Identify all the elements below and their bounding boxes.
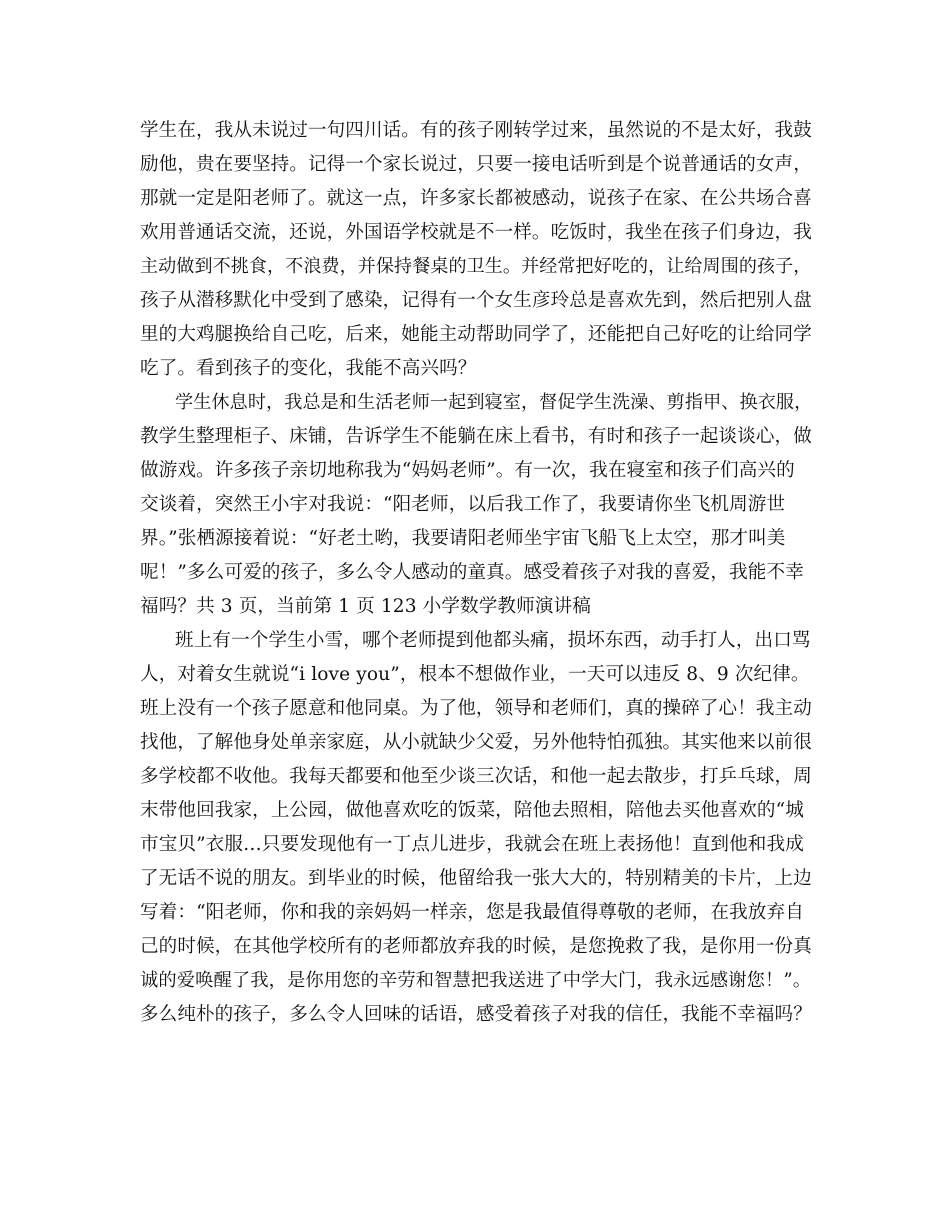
text-line: 孩子从潜移默化中受到了感染，记得有一个女生彦玲总是喜欢先到，然后把别人盘 xyxy=(140,290,812,311)
text-line: 交谈着，突然王小宇对我说：“阳老师，以后我工作了，我要请你坐飞机周游世 xyxy=(140,494,786,515)
text-line: 教学生整理柜子、床铺，告诉学生不能躺在床上看书，有时和孩子一起谈谈心，做 xyxy=(140,426,812,447)
text-line: 做游戏。许多孩子亲切地称我为“妈妈老师”。有一次，我在寝室和孩子们高兴的 xyxy=(140,460,795,481)
text-line: 欢用普通话交流，还说，外国语学校就是不一样。吃饭时，我坐在孩子们身边，我 xyxy=(140,222,812,243)
text-line: 学生在，我从未说过一句四川话。有的孩子刚转学过来，虽然说的不是太好，我鼓 xyxy=(140,120,812,141)
paragraph-first-line: 班上有一个学生小雪，哪个老师提到他都头痛，损坏东西，动手打人，出口骂 xyxy=(175,630,811,651)
text-line: 市宝贝”衣服…只要发现他有一丁点儿进步，我就会在班上表扬他！直到他和我成 xyxy=(140,834,804,855)
text-line: 找他，了解他身处单亲家庭，从小就缺少父爱，另外他特怕孤独。其实他来以前很 xyxy=(140,732,812,753)
text-line: 写着：“阳老师，你和我的亲妈妈一样亲，您是我最值得尊敬的老师，在我放弃自 xyxy=(140,902,804,923)
text-line: 了无话不说的朋友。到毕业的时候，他留给我一张大大的，特别精美的卡片，上边 xyxy=(140,868,812,889)
text-line: 人，对着女生就说“i love you”，根本不想做作业，一天可以违反 8、9 次纪律。 xyxy=(140,664,810,685)
text-line: 末带他回我家，上公园，做他喜欢吃的饭菜，陪他去照相，陪他去买他喜欢的“城 xyxy=(140,800,804,821)
text-line: 吃了。看到孩子的变化，我能不高兴吗？ xyxy=(140,358,477,379)
text-line: 福吗？共 3 页，当前第 1 页 123 小学数学教师演讲稿 xyxy=(140,596,591,617)
text-line: 班上没有一个孩子愿意和他同桌。为了他，领导和老师们，真的操碎了心！我主动 xyxy=(140,698,812,719)
text-line: 里的大鸡腿换给自己吃，后来，她能主动帮助同学了，还能把自己好吃的让给同学 xyxy=(140,324,812,345)
text-line: 界。”张栖源接着说：“好老土哟，我要请阳老师坐宇宙飞船飞上太空，那才叫美 xyxy=(140,528,786,549)
text-line: 那就一定是阳老师了。就这一点，许多家长都被感动，说孩子在家、在公共场合喜 xyxy=(140,188,812,209)
paragraph-first-line: 学生休息时，我总是和生活老师一起到寝室，督促学生洗澡、剪指甲、换衣服， xyxy=(175,392,813,413)
text-line: 呢！”多么可爱的孩子，多么令人感动的童真。感受着孩子对我的喜爱，我能不幸 xyxy=(140,562,804,583)
text-line: 多学校都不收他。我每天都要和他至少谈三次话，和他一起去散步，打乒乓球，周 xyxy=(140,766,812,787)
text-line: 主动做到不挑食，不浪费，并保持餐桌的卫生。并经常把好吃的，让给周围的孩子， xyxy=(140,256,812,277)
document-body xyxy=(140,114,812,1032)
text-line: 多么纯朴的孩子，多么令人回味的话语，感受着孩子对我的信任，我能不幸福吗？ xyxy=(140,1004,812,1025)
text-line: 己的时候，在其他学校所有的老师都放弃我的时候，是您挽救了我，是你用一份真 xyxy=(140,936,812,957)
text-line: 诚的爱唤醒了我，是你用您的辛劳和智慧把我送进了中学大门，我永远感谢您！”。 xyxy=(140,970,812,991)
text-line: 励他，贵在要坚持。记得一个家长说过，只要一接电话听到是个说普通话的女声， xyxy=(140,154,812,175)
